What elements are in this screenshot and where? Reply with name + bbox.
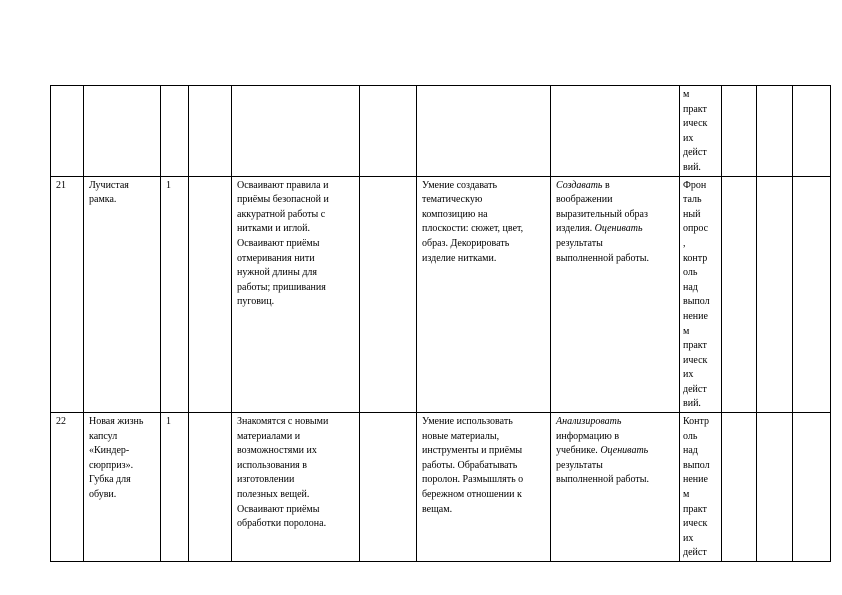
cell-empty bbox=[360, 413, 417, 562]
cell-empty bbox=[189, 86, 232, 177]
cell-empty bbox=[722, 86, 757, 177]
uud-text: в воображении выразительный образ изделия. bbox=[556, 179, 648, 235]
cell-control: Фрон таль ный опрос , контр оль над выпол нение м практ ическ их дейст вий. bbox=[680, 176, 722, 413]
cell-uud bbox=[551, 176, 680, 413]
cell-num: 22 bbox=[51, 413, 84, 562]
uud-verb: Создавать bbox=[556, 179, 603, 191]
table-row bbox=[51, 176, 831, 413]
table-row-continued bbox=[51, 86, 831, 177]
table-row bbox=[51, 413, 831, 562]
cell-num: 21 bbox=[51, 176, 84, 413]
cell-empty bbox=[757, 176, 793, 413]
uud-text: результаты выполненной работы. bbox=[556, 237, 649, 264]
cell-topic: Лучистая рамка. bbox=[84, 176, 161, 413]
cell-hours bbox=[161, 86, 189, 177]
cell-skills: Умение создавать тематическую композицию на плоскости: сюжет, цвет, образ. Декорировать изделие нитками. bbox=[417, 176, 551, 413]
cell-skills: Умение использовать новые материалы, инструменты и приёмы работы. Обрабатывать поролон. Размышлять о бережном отношении к вещам. bbox=[417, 413, 551, 562]
uud-verb: Анализировать bbox=[556, 416, 622, 428]
uud-verb: Оценивать bbox=[594, 223, 643, 235]
cell-uud bbox=[551, 86, 680, 177]
cell-hours: 1 bbox=[161, 413, 189, 562]
cell-empty bbox=[722, 176, 757, 413]
cell-topic bbox=[84, 86, 161, 177]
cell-control: Контр оль над выпол нение м практ ическ их дейст bbox=[680, 413, 722, 562]
cell-empty bbox=[793, 86, 831, 177]
cell-uud bbox=[551, 413, 680, 562]
cell-content: Знакомятся с новыми материалами и возможностями их использования в изготовлении полезных вещей. Осваивают приёмы обработки поролона. bbox=[232, 413, 360, 562]
cell-content: Осваивают правила и приёмы безопасной и аккуратной работы с нитками и иглой. Осваивают приёмы отмеривания нити нужной длины для работы; пришивания пуговиц. bbox=[232, 176, 360, 413]
cell-empty bbox=[360, 86, 417, 177]
cell-skills bbox=[417, 86, 551, 177]
cell-control: м практ ическ их дейст вий. bbox=[680, 86, 722, 177]
cell-empty bbox=[189, 176, 232, 413]
cell-empty bbox=[793, 413, 831, 562]
uud-text: информацию в учебнике. bbox=[556, 430, 620, 457]
cell-empty bbox=[189, 413, 232, 562]
cell-empty bbox=[360, 176, 417, 413]
cell-num bbox=[51, 86, 84, 177]
cell-content bbox=[232, 86, 360, 177]
uud-text: результаты выполненной работы. bbox=[556, 459, 649, 486]
cell-empty bbox=[757, 413, 793, 562]
cell-empty bbox=[793, 176, 831, 413]
cell-topic: Новая жизнь капсул «Киндер- сюрприз». Губка для обуви. bbox=[84, 413, 161, 562]
cell-empty bbox=[757, 86, 793, 177]
lesson-plan-table bbox=[50, 85, 831, 562]
cell-empty bbox=[722, 413, 757, 562]
cell-hours: 1 bbox=[161, 176, 189, 413]
uud-verb: Оценивать bbox=[600, 445, 649, 457]
